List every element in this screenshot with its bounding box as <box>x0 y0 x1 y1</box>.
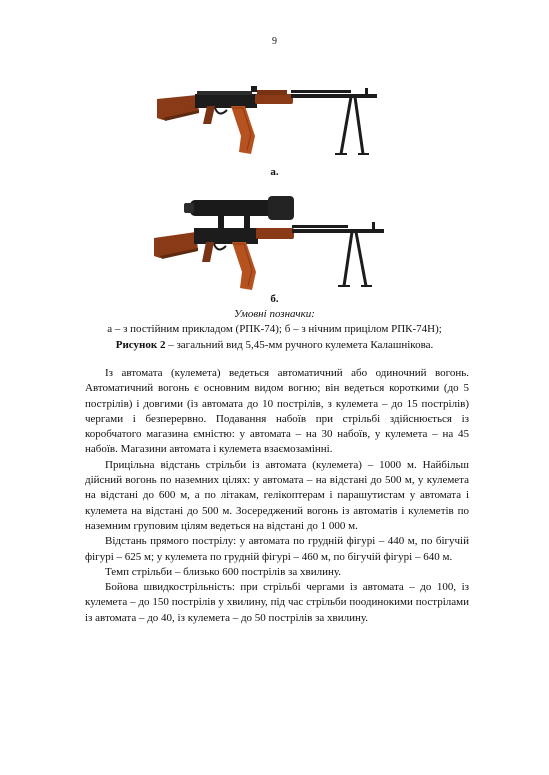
figure-caption <box>0 339 549 351</box>
rpk74n-figure-image <box>148 186 388 294</box>
legend-title: Умовні позначки: <box>234 308 315 320</box>
caption-text: – загальний вид 5,45-мм ручного кулемета Калашнікова. <box>165 339 434 351</box>
paragraph: Із автомата (кулемета) ведеться автоматичний або одиночний вогонь. Автоматичний вогонь є основним видом вогню; він ведеться короткими (до 5 пострілів) і довгими (із автомата до 10 пострілів, з кулемета – до 15 пострілів) чергами і безперервно. Подавання набоїв при стрільбі здійснюється із коробчатого магазина ємністю: у автомата – на 30 набоїв, у кулемета – на 45 набоїв. Магазини автомата і кулемета взаємозамінні. <box>85 367 469 456</box>
paragraph: Відстань прямого пострілу: у автомата по грудній фігурі – 440 м, по бігучій фігурі – 625 м; у кулемета по грудній фігурі – 460 м, по бігучій фігурі – 640 м. <box>85 535 469 563</box>
figure-a-label: а. <box>270 166 279 178</box>
paragraph: Бойова швидкострільність: при стрільбі чергами із автомата – до 100, із кулемета – до 150 пострілів у хвилину, під час стрільби поодинокими пострілами із автомата – до 40, із кулемета – до 50 пострілів за хвилину. <box>85 581 469 624</box>
paragraph: Темп стрільби – близько 600 пострілів за хвилину. <box>105 565 341 578</box>
legend-text: а – з постійним прикладом (РПК-74); б – з нічним прицілом РПК-74Н); <box>107 323 442 335</box>
paragraph: Прицільна відстань стрільби із автомата (кулемета) – 1000 м. Найбільш дійсний вогонь по наземних цілях: у автомата – на відстані до 500 м, у кулемета на відстані до 600 м, а по літакам, гелікоптерам і парашутистам у автомата і кулемета на відстані до 500 м. Зосереджений вогонь із автоматів і кулеметів по наземним груповим цілям ведеться на відстані до 1 000 м. <box>85 458 469 532</box>
rpk74-figure-image <box>155 66 380 166</box>
body-text <box>85 366 469 626</box>
figure-b-label: б. <box>270 293 279 305</box>
page-number: 9 <box>272 36 277 47</box>
caption-prefix: Рисунок 2 <box>115 339 166 351</box>
